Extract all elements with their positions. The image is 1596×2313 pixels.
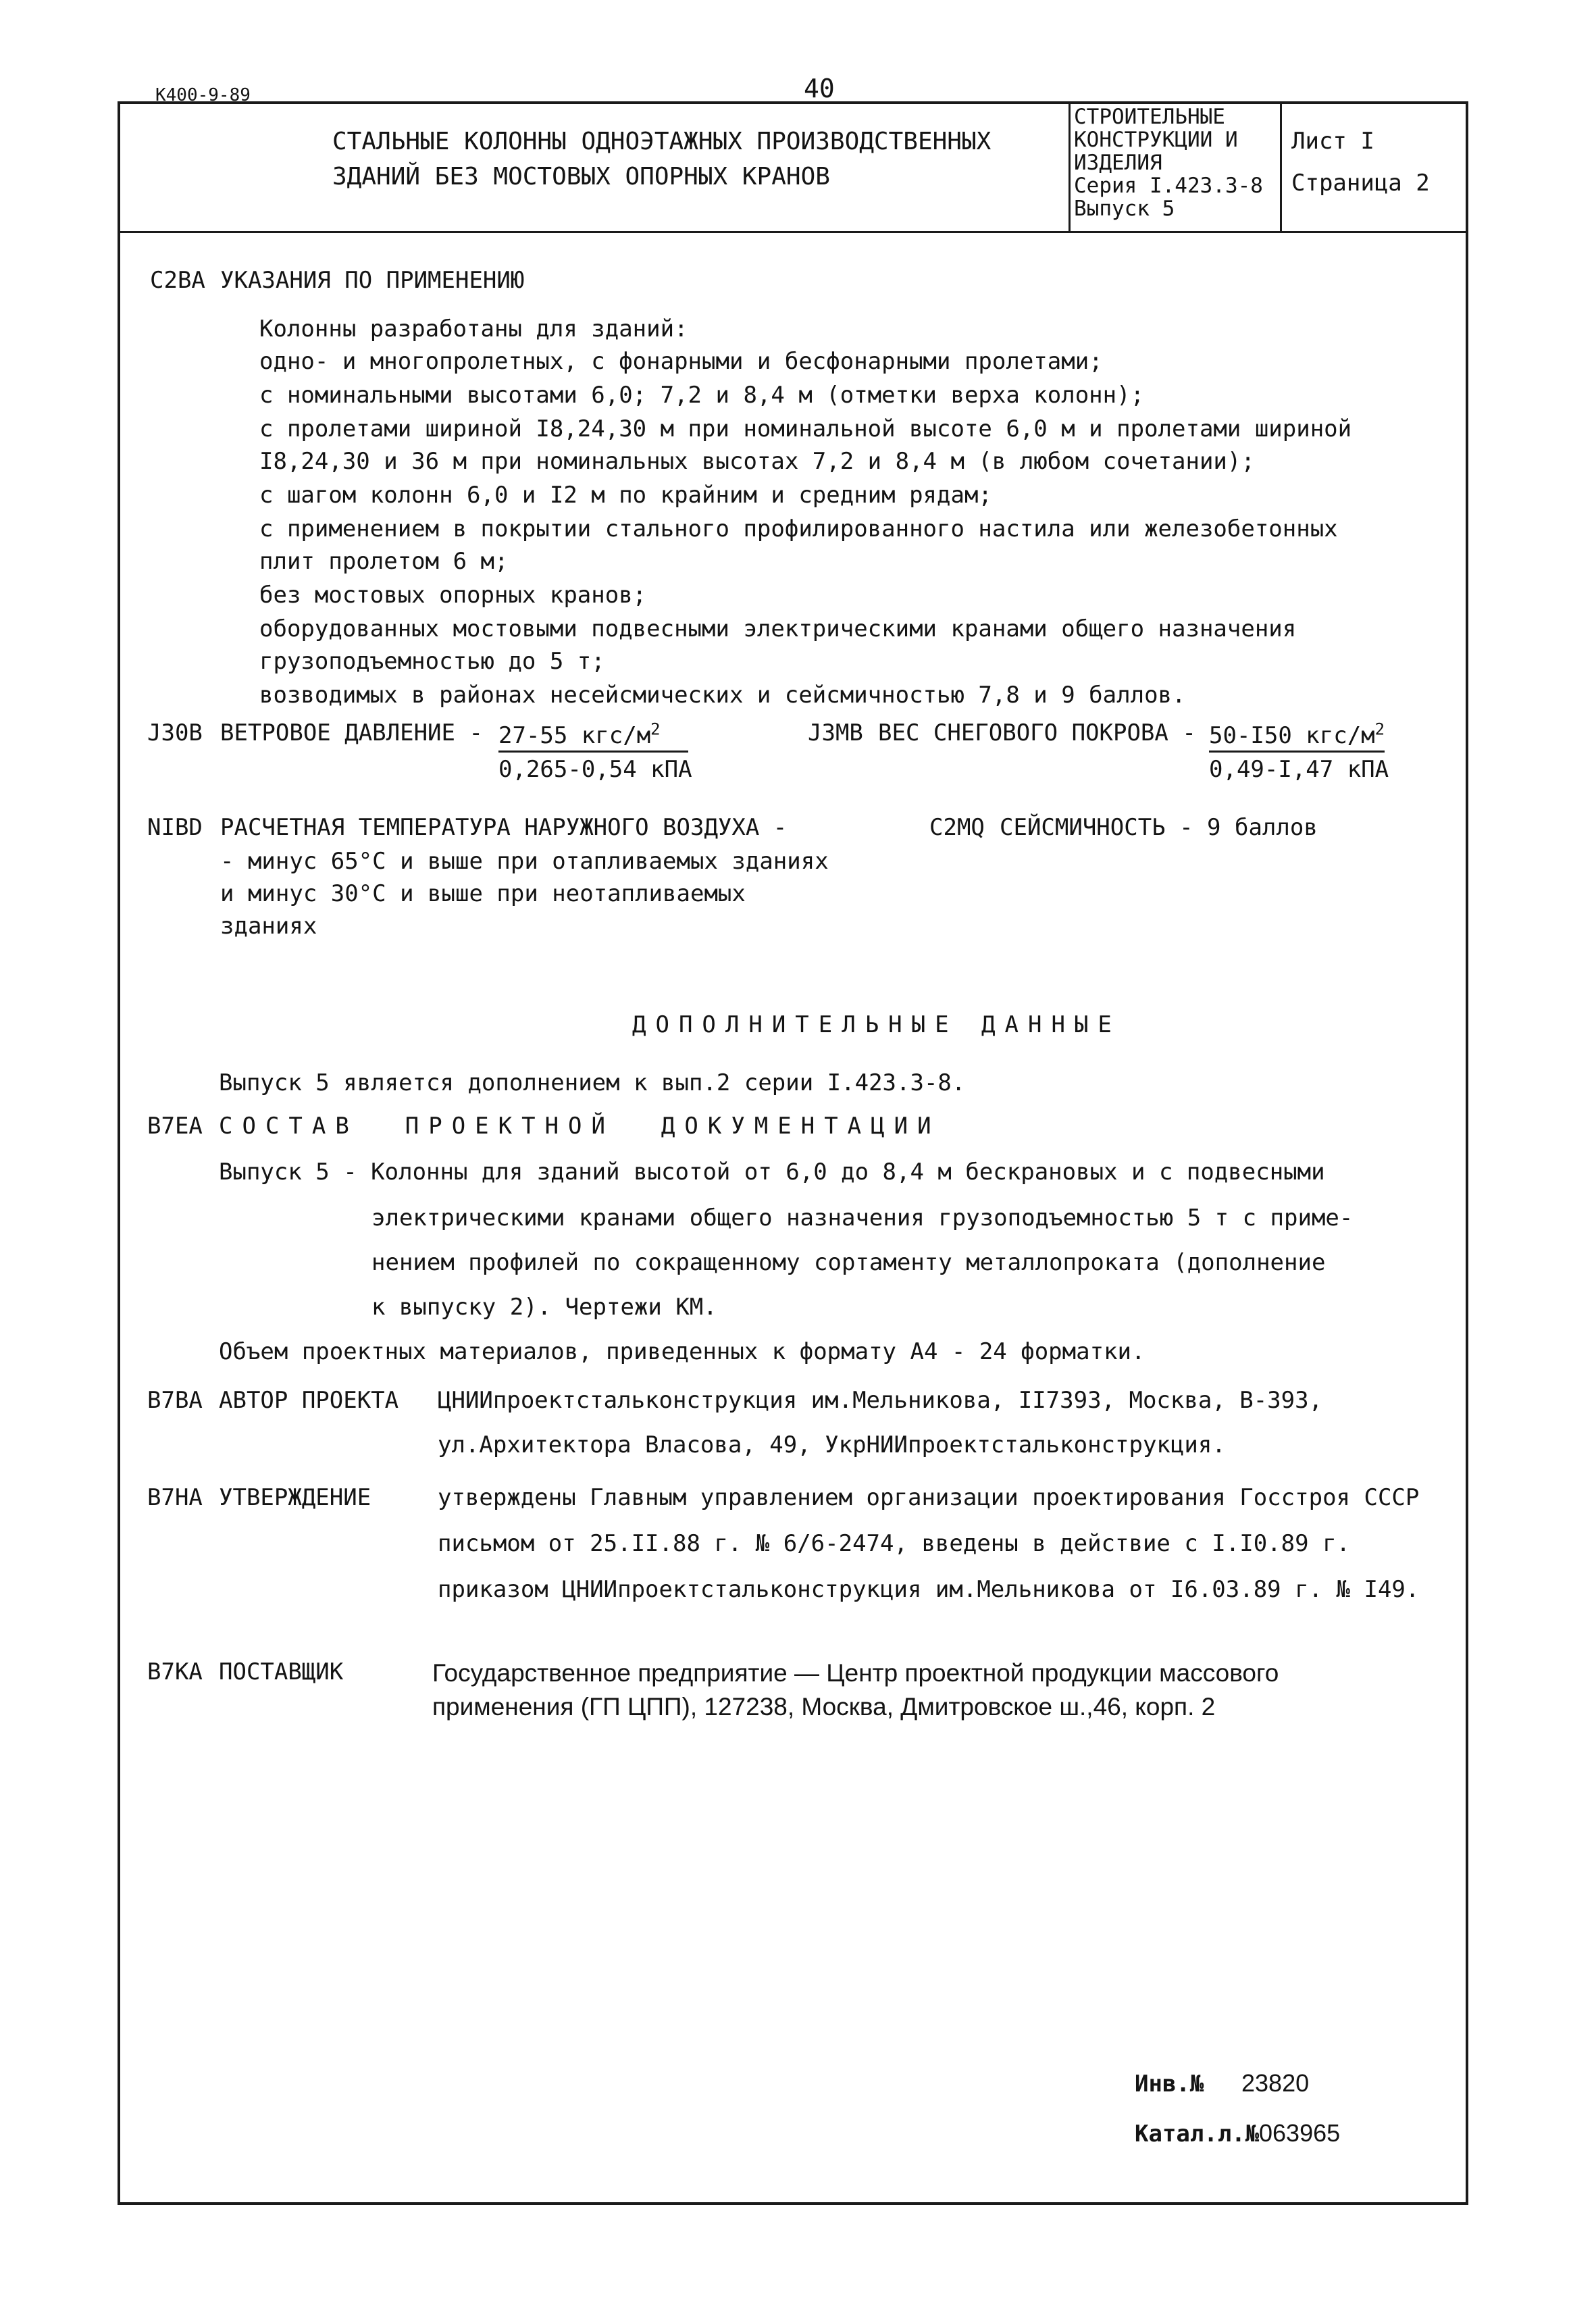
application-heading: УКАЗАНИЯ ПО ПРИМЕНЕНИЮ (220, 267, 525, 294)
composition-volume: Объем проектных материалов, приведенных к формату А4 - 24 форматки. (219, 1338, 1145, 1365)
application-line: с пролетами шириной I8,24,30 м при номинальной высоте 6,0 м и пролетами шириной (259, 415, 1352, 442)
inventory-label: Инв.№ (1135, 2070, 1204, 2098)
supplier-line-2: применения (ГП ЦПП), 127238, Москва, Дмитровское ш.,46, корп. 2 (432, 1693, 1216, 1721)
author-line-1: ЦНИИпроектстальконструкция им.Мельникова, II7393, Москва, В-393, (438, 1387, 1323, 1414)
temperature-buildings: зданиях (220, 913, 317, 940)
approval-line-2: письмом от 25.II.88 г. № 6/6-2474, введены в действие с I.I0.89 г. (438, 1530, 1351, 1557)
wind-value-kpa: 0,265-0,54 кПА (498, 756, 692, 783)
application-line: без мостовых опорных кранов; (259, 582, 647, 609)
temperature-heated: - минус 65°С и выше при отапливаемых зданиях (220, 848, 829, 875)
snow-code: J3МВ (808, 719, 863, 746)
temperature-unheated: и минус 30°С и выше при неотапливаемых (220, 880, 746, 907)
additional-heading: ДОПОЛНИТЕЛЬНЫЕ ДАННЫЕ (632, 1011, 1121, 1038)
wind-label: ВЕТРОВОЕ ДАВЛЕНИЕ - (220, 719, 483, 746)
composition-line-3: нением профилей по сокращенному сортаменту металлопроката (дополнение (371, 1249, 1326, 1276)
title-line-2: ЗДАНИЙ БЕЗ МОСТОВЫХ ОПОРНЫХ КРАНОВ (332, 163, 830, 190)
page-number: 40 (804, 74, 835, 103)
application-line: I8,24,30 и 36 м при номинальных высотах 7,2 и 8,4 м (в любом сочетании); (259, 448, 1255, 475)
snow-label: ВЕС СНЕГОВОГО ПОКРОВА - (878, 719, 1196, 746)
application-line: с применением в покрытии стального профилированного настила или железобетонных (259, 515, 1338, 542)
composition-line-4: к выпуску 2). Чертежи КМ. (371, 1294, 717, 1321)
author-line-2: ул.Архитектора Власова, 49, УкрНИИпроектстальконструкция. (438, 1431, 1226, 1458)
author-label: АВТОР ПРОЕКТА (219, 1387, 399, 1414)
composition-line-2: электрическими кранами общего назначения грузоподъемностью 5 т с приме- (371, 1204, 1354, 1231)
catalog-number: 063965 (1259, 2119, 1341, 2147)
category-line-1: СТРОИТЕЛЬНЫЕ (1074, 105, 1225, 129)
catalog-label: Катал.л.№ (1135, 2120, 1260, 2147)
application-line: грузоподъемностью до 5 т; (259, 648, 605, 675)
title-block-divider-1 (1069, 101, 1071, 232)
composition-code: В7ЕА (147, 1113, 203, 1140)
snow-value-kgs: 50-I50 кгс/$м^2$ (1209, 721, 1385, 747)
temperature-code: NIВD (147, 814, 203, 841)
series-label: Серия I.423.3-8 (1074, 174, 1263, 198)
application-line: Колонны разработаны для зданий: (259, 315, 688, 342)
sheet-label: Лист I (1291, 128, 1374, 155)
application-line: одно- и многопролетных, с фонарными и бесфонарными пролетами; (259, 348, 1103, 375)
supplier-line-1: Государственное предприятие — Центр проектной продукции массового (432, 1659, 1279, 1687)
application-line: плит пролетом 6 м; (259, 548, 509, 575)
wind-value-kgs: 27-55 кгс/$м^2$ (498, 721, 688, 747)
seismic-code: С2МQ (929, 814, 985, 841)
approval-code: В7НА (147, 1484, 203, 1511)
additional-text: Выпуск 5 является дополнением к вып.2 серии I.423.3-8. (219, 1069, 966, 1096)
approval-label: УТВЕРЖДЕНИЕ (219, 1484, 371, 1511)
approval-line-1: утверждены Главным управлением организации проектирования Госстроя СССР (438, 1484, 1420, 1511)
application-line: возводимых в районах несейсмических и сейсмичностью 7,8 и 9 баллов. (259, 682, 1186, 709)
title-line-1: СТАЛЬНЫЕ КОЛОННЫ ОДНОЭТАЖНЫХ ПРОИЗВОДСТВЕННЫХ (332, 128, 992, 155)
composition-heading: СОСТАВ ПРОЕКТНОЙ ДОКУМЕНТАЦИИ (219, 1113, 941, 1140)
title-block-bottom-rule (118, 231, 1468, 233)
composition-line-1: Выпуск 5 - Колонны для зданий высотой от 6,0 до 8,4 м бескрановых и с подвесными (219, 1159, 1325, 1186)
application-line: с шагом колонн 6,0 и I2 м по крайним и средним рядам; (259, 482, 992, 509)
snow-value-kpa: 0,49-I,47 кПА (1209, 756, 1389, 783)
issue-label: Выпуск 5 (1074, 197, 1175, 221)
temperature-label: РАСЧЕТНАЯ ТЕМПЕРАТУРА НАРУЖНОГО ВОЗДУХА - (220, 814, 788, 841)
approval-line-3: приказом ЦНИИпроектстальконструкция им.Мельникова от I6.03.89 г. № I49. (438, 1576, 1420, 1603)
supplier-label: ПОСТАВЩИК (219, 1658, 344, 1685)
category-line-2: КОНСТРУКЦИИ И (1074, 128, 1238, 152)
application-code: С2ВА (150, 267, 205, 294)
application-line: с номинальными высотами 6,0; 7,2 и 8,4 м (отметки верха колонн); (259, 382, 1145, 409)
application-line: оборудованных мостовыми подвесными электрическими кранами общего назначения (259, 615, 1297, 642)
seismic-text: СЕЙСМИЧНОСТЬ - 9 баллов (1000, 814, 1318, 841)
inventory-number: 23820 (1241, 2069, 1310, 2097)
document-code: К400-9-89 (155, 85, 251, 105)
category-line-3: ИЗДЕЛИЯ (1074, 151, 1162, 175)
wind-code: J30В (147, 719, 203, 746)
title-block-divider-2 (1280, 101, 1282, 232)
author-code: В7ВА (147, 1387, 203, 1414)
page-label: Страница 2 (1291, 170, 1430, 197)
supplier-code: В7КА (147, 1658, 203, 1685)
